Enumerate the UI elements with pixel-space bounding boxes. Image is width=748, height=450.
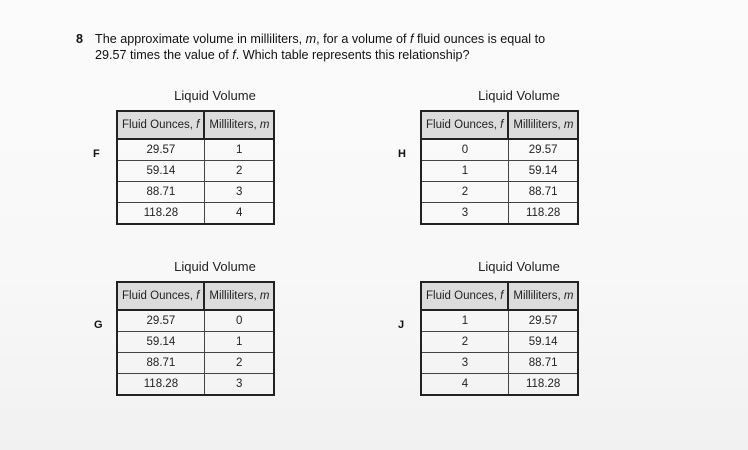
ml-cell: 118.28 <box>508 374 578 396</box>
ml-cell: 59.14 <box>508 332 578 353</box>
ml-cell: 88.71 <box>508 353 578 374</box>
ml-cell: 3 <box>204 182 274 203</box>
variable-f: f <box>232 48 236 62</box>
liquid-volume-table <box>116 281 275 396</box>
table-row <box>421 332 578 353</box>
table-row <box>421 310 578 332</box>
fluid-cell: 2 <box>421 332 508 353</box>
table-row <box>117 161 274 182</box>
fluid-cell: 88.71 <box>117 182 204 203</box>
header-fluid-ounces: Fluid Ounces, f <box>421 111 508 139</box>
table-row <box>117 374 274 396</box>
header-fluid-ounces: Fluid Ounces, f <box>421 282 508 310</box>
fluid-cell: 59.14 <box>117 161 204 182</box>
table-title: Liquid Volume <box>478 259 560 274</box>
table-row <box>117 182 274 203</box>
table-row <box>117 353 274 374</box>
fluid-cell: 29.57 <box>117 310 204 332</box>
header-fluid-ounces: Fluid Ounces, f <box>117 282 204 310</box>
ml-cell: 1 <box>204 332 274 353</box>
table-row <box>117 203 274 225</box>
table-row <box>421 161 578 182</box>
question-text-part: . Which table represents this relationship? <box>235 48 470 62</box>
table-row <box>117 310 274 332</box>
choice-letter: H <box>398 148 406 160</box>
ml-cell: 88.71 <box>508 182 578 203</box>
table-row <box>421 353 578 374</box>
table-row <box>117 332 274 353</box>
table-title: Liquid Volume <box>174 88 256 103</box>
table-row <box>421 182 578 203</box>
variable-m: m <box>305 32 317 46</box>
ml-cell: 118.28 <box>508 203 578 225</box>
ml-cell: 29.57 <box>508 139 578 161</box>
table-row <box>117 139 274 161</box>
ml-cell: 3 <box>204 374 274 396</box>
fluid-cell: 3 <box>421 353 508 374</box>
liquid-volume-table <box>420 110 579 225</box>
header-milliliters: Milliliters, m <box>508 111 578 139</box>
fluid-cell: 2 <box>421 182 508 203</box>
liquid-volume-table <box>420 281 579 396</box>
fluid-cell: 1 <box>421 161 508 182</box>
question-text-part: fluid ounces is equal to <box>413 32 546 46</box>
header-milliliters: Milliliters, m <box>204 111 274 139</box>
fluid-cell: 4 <box>421 374 508 396</box>
fluid-cell: 3 <box>421 203 508 225</box>
fluid-cell: 88.71 <box>117 353 204 374</box>
ml-cell: 1 <box>204 139 274 161</box>
header-milliliters: Milliliters, m <box>508 282 578 310</box>
fluid-cell: 29.57 <box>117 139 204 161</box>
question-text-part: The approximate volume in milliliters, <box>95 32 306 46</box>
choice-letter: G <box>94 319 103 331</box>
header-fluid-ounces: Fluid Ounces, f <box>117 111 204 139</box>
ml-cell: 4 <box>204 203 274 225</box>
table-row <box>421 203 578 225</box>
choice-letter: F <box>93 148 100 160</box>
ml-cell: 59.14 <box>508 161 578 182</box>
table-title: Liquid Volume <box>174 259 256 274</box>
question-text-part: , for a volume of <box>316 32 410 46</box>
question-number: 8 <box>76 32 84 46</box>
fluid-cell: 0 <box>421 139 508 161</box>
liquid-volume-table <box>116 110 275 225</box>
fluid-cell: 118.28 <box>117 374 204 396</box>
variable-f: f <box>409 32 414 46</box>
table-row <box>421 374 578 396</box>
table-row <box>421 139 578 161</box>
fluid-cell: 1 <box>421 310 508 332</box>
ml-cell: 2 <box>204 161 274 182</box>
ml-cell: 29.57 <box>508 310 578 332</box>
question-text <box>95 31 655 63</box>
table-title: Liquid Volume <box>478 88 560 103</box>
fluid-cell: 118.28 <box>117 203 204 225</box>
choice-letter: J <box>398 319 405 331</box>
header-milliliters: Milliliters, m <box>204 282 274 310</box>
fluid-cell: 59.14 <box>117 332 204 353</box>
ml-cell: 2 <box>204 353 274 374</box>
question-text-part: 29.57 times the value of <box>95 48 233 62</box>
ml-cell: 0 <box>204 310 274 332</box>
